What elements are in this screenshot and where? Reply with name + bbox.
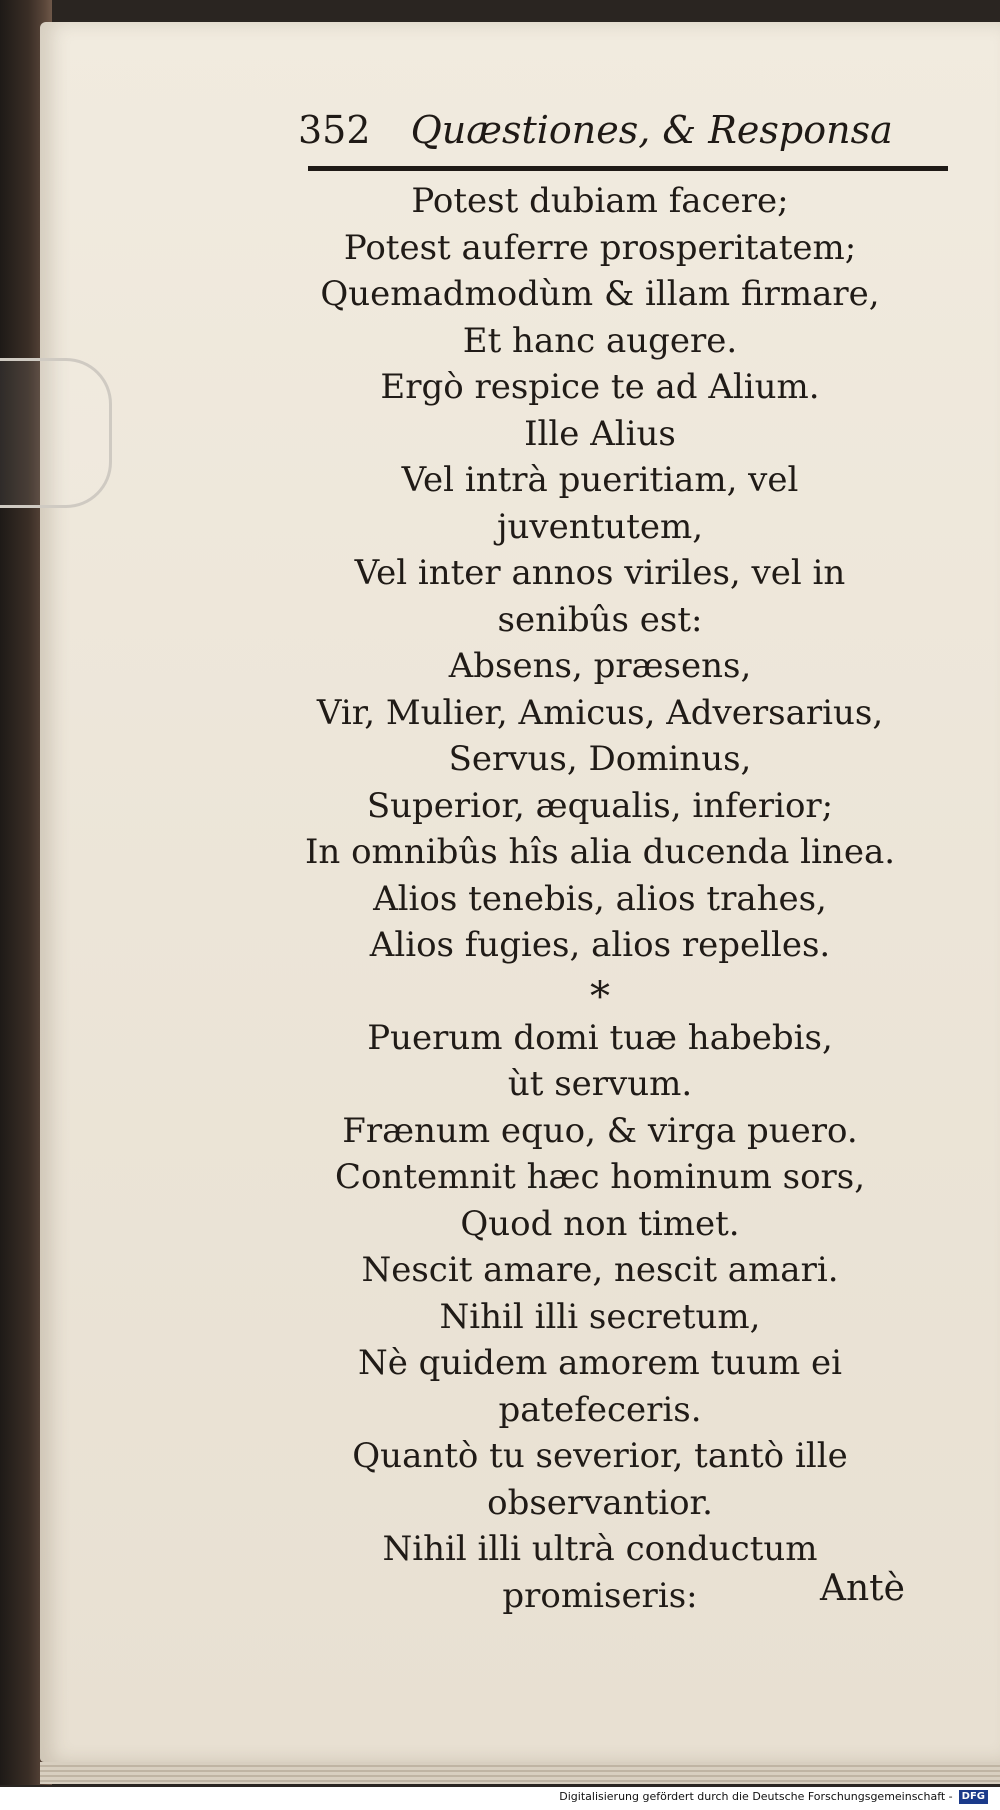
text-line: Alios tenebis, alios trahes, [373,878,827,919]
text-line: Servus, Dominus, [448,739,752,779]
text-line: observantior. [487,1482,713,1523]
page-number: 352 [298,108,371,152]
separator-asterisk: * [590,973,610,1020]
text-line: juventutem, [496,506,704,547]
text-line: Contemnit hæc hominum sors, [334,1157,866,1197]
dfg-logo: DFG [959,1790,988,1804]
running-head [298,108,893,152]
page-edge [40,1762,1000,1784]
text-line: Nè quidem amorem tuum ei [357,1343,843,1383]
text-line: Absens, præsens, [448,646,752,686]
text-line: Ergò respice te ad Alium. [380,367,820,407]
page-clip [0,358,112,508]
footer-credit [559,1790,988,1804]
text-line: Quod non timet. [460,1203,740,1244]
text-line: Ille Alius [524,413,676,454]
text-line: Potest auferre prosperitatem; [343,227,857,268]
text-line: patefeceris. [498,1389,702,1430]
footer-bar [0,1787,1000,1810]
credit-text: Digitalisierung gefördert durch die Deutsche Forschungsgemeinschaft - [559,1790,953,1803]
text-line: promiseris: [502,1575,698,1616]
text-line: Vel inter annos viriles, vel in [354,553,846,593]
text-line: Vel intrà pueritiam, vel [401,460,799,500]
text-line: Nihil illi ultrà conductum [382,1529,818,1569]
text-line: Quantò tu severior, tantò ille [352,1436,848,1476]
text-line: Potest dubiam facere; [411,181,789,221]
text-line: Nihil illi secretum, [439,1296,761,1337]
text-line: Puerum domi tuæ habebis, [367,1017,833,1058]
text-line: ùt servum. [507,1064,693,1104]
text-line: Nescit amare, nescit amari. [361,1250,839,1290]
text-line: Alios fugies, alios repelles. [369,925,831,965]
catchword: Antè [820,1568,905,1609]
page-body [250,178,950,1619]
text-line: Superior, æqualis, inferior; [366,785,834,826]
text-line: Vir, Mulier, Amicus, Adversarius, [316,692,884,733]
text-line: Et hanc augere. [462,320,738,361]
text-line: Frænum equo, & virga puero. [342,1110,858,1151]
text-line: senibûs est: [497,599,703,640]
text-line: In omnibûs hîs alia ducenda linea. [304,832,896,872]
running-title: Quæstiones, & Responsa [410,108,893,152]
text-line: Quemadmodùm & illam firmare, [320,274,880,314]
header-rule [308,166,948,171]
